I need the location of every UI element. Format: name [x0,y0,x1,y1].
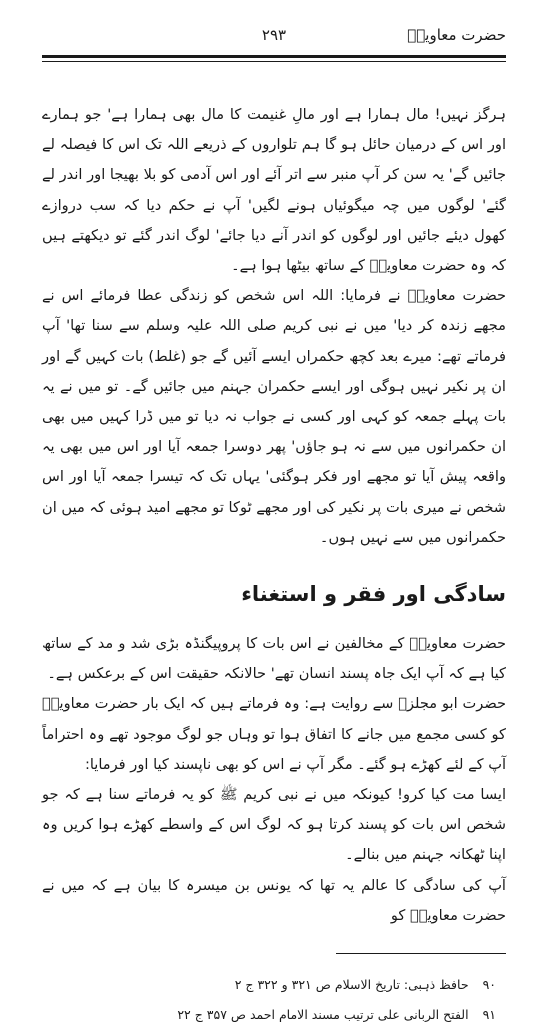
section-heading: سادگی اور فقر و استغناء [241,582,506,607]
page-number: ۲۹۳ [261,26,287,44]
paragraph: حضرت معاویہؓ کے مخالفین نے اس بات کا پروپیگنڈہ بڑی شد و مد کے ساتھ کیا ہے کہ آپ ایک جاہ پسند انسان تھے' حالانکہ حقیقت اس کے برعکس ہے۔ [42,635,506,683]
footnote [42,970,496,1000]
footnotes [42,970,506,1030]
footnote [42,1000,496,1030]
paragraph: حضرت ابو مجلزؒ سے روایت ہے: وہ فرماتے ہیں کہ ایک بار حضرت معاویہؓ کو کسی مجمع میں جانے کا اتفاق ہوا تو وہاں جو لوگ موجود تھے وہ احتراماً آپ کے لئے کھڑے ہو گئے۔ مگر آپ نے اس کو بھی ناپسند کیا اور فرمایا: [42,695,506,773]
page-header [42,0,506,62]
paragraph: آپ کی سادگی کا عالم یہ تھا کہ یونس بن میسرہ کا بیان ہے کہ میں نے حضرت معاویہؓ کو [42,876,506,924]
paragraph: ایسا مت کیا کرو! کیونکہ میں نے نبی کریم ﷺ کو یہ فرماتے سنا ہے کہ جو شخص اس بات کو پسند کرتا ہو کہ لوگ اس کے واسطے کھڑے ہوا کریں وہ اپنا ٹھکانہ جہنم میں بنالے۔ [42,786,506,864]
running-title: حضرت معاویہؓ [407,26,506,44]
paragraph: ہرگز نہیں! مال ہمارا ہے اور مالِ غنیمت کا مال بھی ہمارا ہے' جو ہمارے اور اس کے درمیان حائل ہو گا ہم تلواروں کے ذریعے اللہ تک اس کا فیصلہ لے جائیں گے' یہ سن کر آپ منبر سے اتر آئے اور اس آدمی کو بلا بھیجا اور اندر لے گئے' لوگوں میں چہ میگوئیاں ہونے لگیں' آپ نے حکم دیا کہ سب دروازے کھول دیئے جائیں اور لوگوں کو اندر آنے دیا جائے' لوگ اندر گئے تو دیکھتے ہیں کہ وہ حضرت معاویہؓ کے ساتھ بیٹھا ہوا ہے۔ [42,106,506,275]
footnote-text: حافظ ذہبی: تاریخ الاسلام ص ۳۲۱ و ۳۲۲ ج ۲ [234,977,469,993]
footnote-divider [336,953,506,954]
footnote-mark: ۹۰ [482,977,496,993]
page-body [42,62,506,1030]
footnote-mark: ۹۱ [482,1007,496,1023]
header-rule-thick [42,55,506,58]
paragraph: حضرت معاویہؓ نے فرمایا: اللہ اس شخص کو زندگی عطا فرمائے اس نے مجھے زندہ کر دیا' میں نے نبی کریم صلی اللہ علیہ وسلم سے سنا تھا' آپ فرماتے تھے: میرے بعد کچھ حکمراں ایسے آئیں گے جو (غلط) بات کہیں گے اور ان پر نکیر نہیں ہوگی اور ایسے حکمران جہنم میں جائیں گے۔ تو میں نے یہ بات پہلے جمعہ کو کہی اور کسی نے جواب نہ دیا تو میں ڈرا کہیں میں بھی ان حکمرانوں میں سے نہ ہو جاؤں' پھر دوسرا جمعہ آیا اور اس میں بھی یہ واقعہ پیش آیا تو مجھے اور فکر ہوگئی' یہاں تک کہ تیسرا جمعہ آیا اور اس شخص نے میری بات پر نکیر کی اور مجھے ٹوکا تو مجھے امید ہوئی کہ میں ان حکمرانوں میں سے نہیں ہوں۔ [42,287,506,546]
header-rule-thin [42,61,506,62]
footnote-text: الفتح الربانی علی ترتیب مسند الامام احمد ص ۳۵۷ ج ۲۲ [177,1007,469,1023]
